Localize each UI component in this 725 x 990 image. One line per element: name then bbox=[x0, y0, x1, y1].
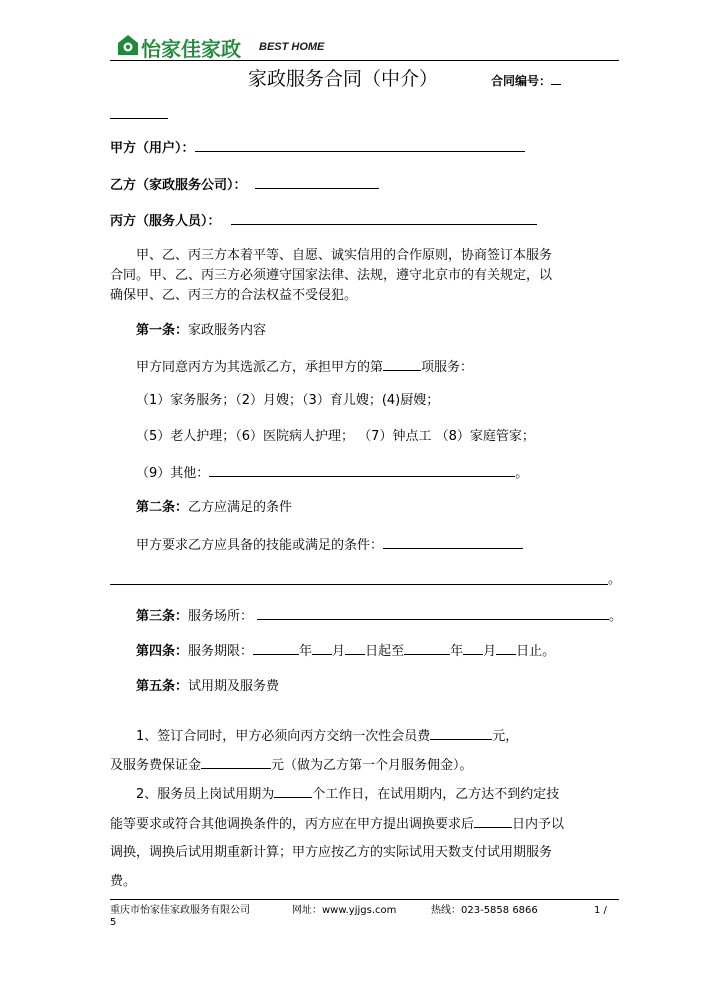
contract-number-label: 合同编号： bbox=[491, 72, 561, 89]
page-title: 家政服务合同（中介） bbox=[248, 68, 439, 90]
footer-page-total: 5 bbox=[110, 917, 117, 928]
article-2-line: 甲方要求乙方应具备的技能或满足的条件： bbox=[136, 536, 523, 554]
article-3-line: 第三条：服务场所： 。 bbox=[136, 609, 623, 624]
intro-line-3: 确保甲、乙、丙三方的合法权益不受侵犯。 bbox=[110, 288, 358, 303]
intro-line-1: 甲、乙、丙三方本着平等、自愿、诚实信用的合作原则，协商签订本服务 bbox=[136, 248, 553, 263]
intro-line-2: 合同。甲、乙、丙三方必须遵守国家法律、法规，遵守北京市的有关规定，以 bbox=[110, 268, 553, 283]
article-4-line: 第四条：服务期限： 年 月 日起至 年 月 日止。 bbox=[136, 644, 556, 659]
logo-chinese-name: 怡家佳家政 bbox=[141, 37, 241, 61]
footer-company: 重庆市怡家佳家政服务有限公司 bbox=[110, 905, 250, 916]
article-2-blank bbox=[110, 584, 608, 585]
contract-number-blank bbox=[110, 118, 168, 119]
article-5-clause-1-line-1: 1、签订合同时，甲方必须向丙方交纳一次性会员费 元， bbox=[136, 729, 519, 744]
article-5-clause-2-line-4: 费。 bbox=[110, 874, 137, 889]
article-2-heading: 第二条：乙方应满足的条件 bbox=[136, 500, 293, 515]
article-5-clause-2-line-1: 2、服务员上岗试用期为 个工作日，在试用期内，乙方达不到约定技 bbox=[136, 787, 560, 802]
service-options-row-3: （9）其他： 。 bbox=[136, 466, 529, 481]
house-logo-icon bbox=[117, 34, 139, 56]
footer-website[interactable]: 网址：www.yjjgs.com bbox=[292, 905, 397, 916]
party-c-line: 丙方（服务人员）： bbox=[110, 212, 537, 230]
logo-english-name: BEST HOME bbox=[259, 41, 325, 53]
article-1-line: 甲方同意丙方为其选派乙方，承担甲方的第 项服务： bbox=[136, 360, 474, 375]
service-options-row-1: （1）家务服务；（2）月嫂；（3）育儿嫂；(4)厨嫂； bbox=[136, 393, 440, 408]
article-5-heading: 第五条：试用期及服务费 bbox=[136, 679, 280, 694]
footer-rule bbox=[110, 899, 619, 900]
party-a-line: 甲方（用户）： bbox=[110, 139, 525, 157]
header-rule bbox=[110, 60, 619, 61]
service-options-row-2: （5）老人护理；（6）医院病人护理； （7）钟点工 （8）家庭管家； bbox=[136, 429, 535, 444]
party-b-line: 乙方（家政服务公司）： bbox=[110, 176, 379, 194]
article-1-heading: 第一条：家政服务内容 bbox=[136, 323, 267, 338]
article-5-clause-2-line-2: 能等要求或符合其他调换条件的，丙方应在甲方提出调换要求后 日内予以 bbox=[110, 817, 565, 832]
article-2-end: 。 bbox=[608, 572, 622, 587]
article-5-clause-1-line-2: 及服务费保证金 元（做为乙方第一个月服务佣金）。 bbox=[110, 758, 473, 773]
article-5-clause-2-line-3: 调换，调换后试用期重新计算；甲方应按乙方的实际试用天数支付试用期服务 bbox=[110, 845, 553, 860]
footer-hotline: 热线：023-5858 6866 bbox=[431, 905, 538, 916]
footer-page-number: 1 / bbox=[594, 905, 607, 916]
